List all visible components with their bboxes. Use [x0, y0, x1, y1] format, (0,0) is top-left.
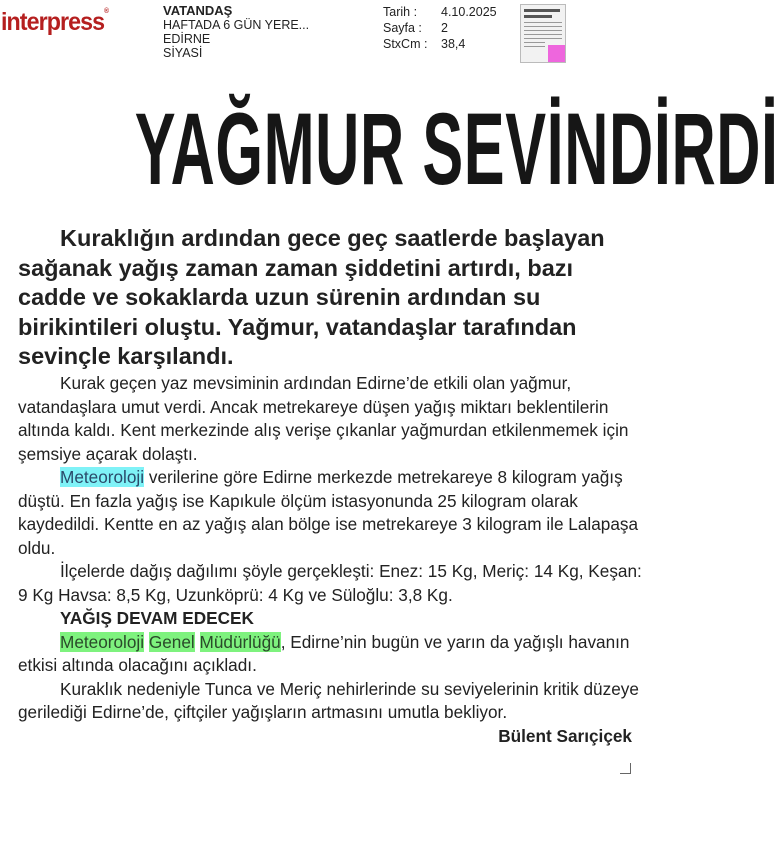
stxcm-value: 38,4	[441, 37, 466, 51]
page-label: Sayfa :	[383, 21, 422, 35]
thumb-article-marker	[548, 45, 565, 62]
category: SİYASİ	[163, 46, 203, 60]
page-row	[383, 20, 497, 36]
date-value: 4.10.2025	[441, 5, 497, 19]
subheading-text: YAĞIŞ DEVAM EDECEK	[60, 608, 254, 628]
headline: YAĞMUR SEVİNDİRDİ	[134, 92, 779, 206]
thumb-text-line	[524, 46, 545, 47]
author-line	[18, 725, 644, 749]
clip-corner-mark	[620, 763, 631, 774]
thumb-headline-bar	[524, 15, 552, 18]
thumb-text-line	[524, 30, 562, 31]
author-name: Bülent Sarıçiçek	[498, 725, 632, 746]
body-paragraph	[18, 560, 644, 607]
city: EDİRNE	[163, 32, 211, 46]
highlighted-keyword: Meteoroloji	[60, 467, 145, 487]
highlighted-keyword: Müdürlüğü	[199, 631, 281, 652]
paragraph-text: Kurak geçen yaz mevsiminin ardından Edirne’de etkili olan yağmur, vatandaşlara umut verdi. Ancak metrekareye düşen yağış miktarı beklentilerin altında kaldı. Kent merkezinde alış verişe çıkanlar yağmurdan etkilenmemek için şemsiye açarak dolaştı.	[18, 373, 629, 464]
date-row	[383, 4, 497, 20]
logo-text: interpress	[1, 8, 105, 36]
clipping-meta-left	[163, 4, 309, 60]
stxcm-label: StxCm :	[383, 37, 428, 51]
interpress-logo	[1, 8, 108, 37]
date-label: Tarih :	[383, 5, 418, 19]
lead-paragraph	[18, 224, 638, 372]
thumb-text-line	[524, 42, 545, 43]
thumb-text-line	[524, 22, 562, 23]
lead-text: Kuraklığın ardından gece geç saatlerde başlayan sağanak yağış zaman zaman şiddetini artırdı, bazı cadde ve sokaklarda uzun sürenin ardından su birikintileri oluştu. Yağmur, vatandaşlar tarafından sevinçle karşılandı.	[18, 225, 605, 370]
paragraph-text: , Edirne’nin bugün ve yarın da yağışlı havanın etkisi altında olacağını açıkladı.	[18, 631, 630, 675]
publication-name: VATANDAŞ	[163, 3, 233, 18]
body-paragraph	[18, 466, 644, 560]
article-body	[18, 372, 644, 748]
thumb-text-line	[524, 26, 562, 27]
highlighted-keyword: Genel	[148, 631, 195, 652]
clipping-meta-right	[383, 4, 497, 52]
body-paragraph	[18, 678, 644, 725]
paragraph-text: verilerine göre Edirne merkezde metrekareye 8 kilogram yağış düştü. En fazla yağış ise Kapıkule ölçüm istasyonunda 25 kilogram olarak kaydedildi. Kentte en az yağış alan bölge ise metrekareye 3 kilogram ile Lalapaşa oldu.	[18, 467, 639, 558]
thumb-headline-bar	[524, 9, 560, 12]
paragraph-text: İlçelerde dağış dağılımı şöyle gerçekleşti: Enez: 15 Kg, Meriç: 14 Kg, Keşan: 9 Kg Havsa: 8,5 Kg, Uzunköprü: 4 Kg ve Süloğlu: 3,8 Kg.	[18, 561, 642, 605]
stxcm-row	[383, 36, 497, 52]
body-paragraph	[18, 631, 644, 678]
page-value: 2	[441, 21, 448, 35]
registered-mark: ®	[104, 8, 109, 15]
paragraph-text: Kuraklık nedeniyle Tunca ve Meriç nehirlerinde su seviyelerinin kritik düzeye gerilediği Edirne’de, çiftçiler yağışların artmasını umutla bekliyor.	[18, 678, 639, 722]
thumb-text-line	[524, 34, 562, 35]
thumb-text-line	[524, 38, 562, 39]
page-thumbnail[interactable]	[520, 4, 566, 63]
article-title: HAFTADA 6 GÜN YERE...	[163, 18, 310, 32]
body-paragraph	[18, 372, 644, 466]
highlighted-keyword: Meteoroloji	[60, 631, 145, 652]
subheading	[18, 607, 644, 631]
